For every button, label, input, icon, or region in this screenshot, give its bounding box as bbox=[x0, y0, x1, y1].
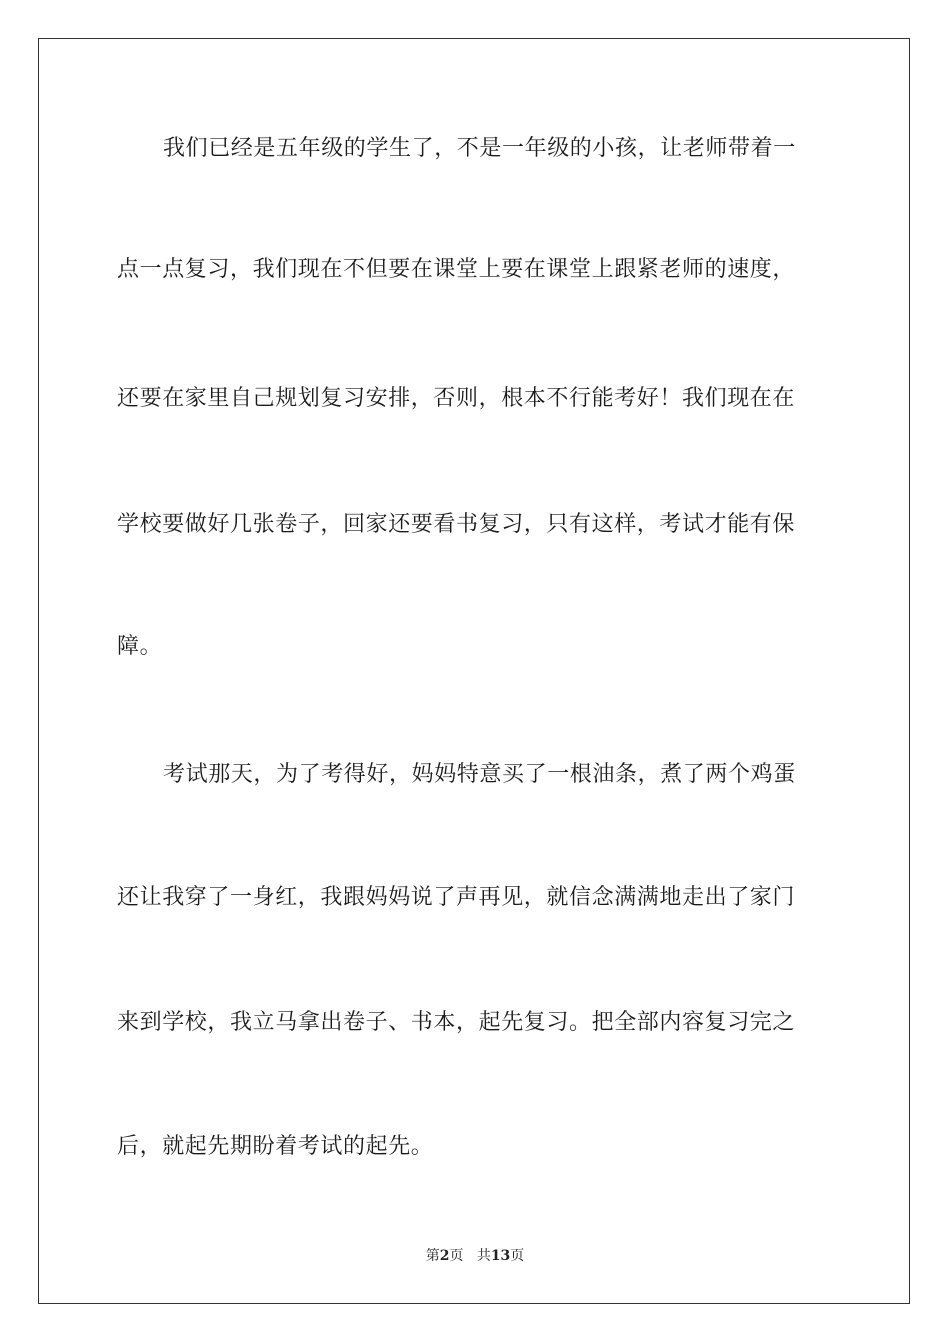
paragraph-line: 学校要做好几张卷子，回家还要看书复习，只有这样，考试才能有保 bbox=[117, 512, 796, 537]
footer-page-prefix: 第 bbox=[425, 1248, 440, 1264]
paragraph-line: 后，就起先期盼着考试的起先。 bbox=[117, 1134, 434, 1159]
paragraph-line: 我们已经是五年级的学生了，不是一年级的小孩，让老师带着一 bbox=[163, 136, 796, 161]
paragraph-line: 点一点复习，我们现在不但要在课堂上要在课堂上跟紧老师的速度， bbox=[117, 257, 796, 282]
footer-total-prefix: 共 bbox=[476, 1248, 491, 1264]
page-border bbox=[38, 38, 910, 1304]
paragraph-line: 障。 bbox=[117, 634, 163, 659]
footer-page-number: 2 bbox=[439, 1248, 450, 1264]
paragraph-line: 考试那天，为了考得好，妈妈特意买了一根油条，煮了两个鸡蛋 bbox=[163, 762, 796, 787]
footer-total-pages: 13 bbox=[490, 1248, 511, 1264]
paragraph-line: 还要在家里自己规划复习安排，否则，根本不行能考好！我们现在在 bbox=[117, 386, 796, 411]
paragraph-line: 还让我穿了一身红，我跟妈妈说了声再见，就信念满满地走出了家门 bbox=[117, 885, 796, 910]
paragraph-line: 来到学校，我立马拿出卷子、书本，起先复习。把全部内容复习完之 bbox=[117, 1010, 796, 1035]
footer-total-suffix: 页 bbox=[510, 1248, 525, 1264]
page-footer bbox=[0, 1247, 950, 1265]
footer-page-suffix: 页 bbox=[449, 1248, 464, 1264]
